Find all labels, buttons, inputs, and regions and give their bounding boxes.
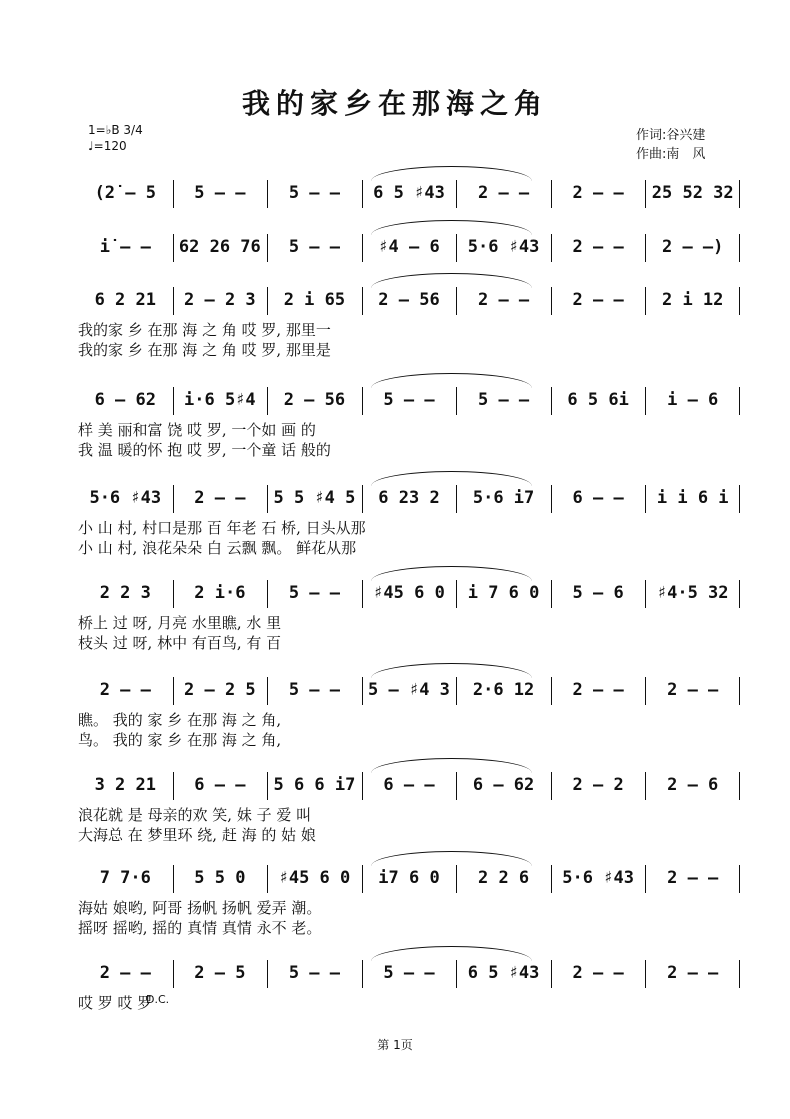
bar-line — [645, 485, 646, 513]
bar-line — [739, 287, 740, 315]
measure: 5 5 ♯4 5 — [273, 488, 356, 508]
bar-line — [362, 580, 363, 608]
bar-line — [739, 180, 740, 208]
measure: 6 – 62 — [472, 775, 535, 795]
bar-line — [645, 772, 646, 800]
bar-line — [173, 485, 174, 513]
bar-line — [173, 387, 174, 415]
note-line — [78, 483, 740, 513]
measure: (2̇ – 5 — [94, 183, 156, 203]
score-row — [78, 285, 740, 375]
lyric-line: 小 山 村, 浪花朵朵 白 云飘 飘。 鲜花从那 — [78, 539, 357, 557]
bar-line — [456, 234, 457, 262]
measure: 2 i 12 — [661, 290, 724, 310]
measure: 2 – – — [667, 868, 719, 888]
credits-block — [636, 126, 705, 164]
measure: 7 7·6 — [99, 868, 151, 888]
measure: 5 – – — [288, 237, 341, 257]
lyric-line: 我 温 暖的怀 抱 哎 罗, 一个童 话 般的 — [78, 441, 331, 459]
measure: 2 – – — [477, 290, 530, 310]
score-row — [78, 385, 740, 475]
note-line — [78, 958, 740, 988]
bar-line — [267, 772, 268, 800]
bar-line — [645, 580, 646, 608]
bar-line — [456, 960, 457, 988]
bar-line — [551, 865, 552, 893]
lyric-line: 桥上 过 呀, 月亮 水里瞧, 水 里 — [78, 614, 282, 632]
measure: 2 – – — [572, 290, 624, 310]
bar-line — [739, 580, 740, 608]
page-footer: 第 1页 — [377, 1038, 413, 1052]
lyric-line: 大海总 在 梦里环 绕, 赶 海 的 姑 娘 — [78, 826, 316, 844]
bar-line — [267, 180, 268, 208]
measure: 2 – –) — [661, 237, 724, 257]
measure: 2 – 2 — [572, 775, 624, 795]
measure: 6 23 2 — [378, 488, 440, 508]
measure: 2 2 3 — [99, 583, 151, 603]
measure: i7 6 0 — [378, 868, 440, 888]
bar-line — [362, 772, 363, 800]
bar-line — [551, 234, 552, 262]
bar-line — [645, 234, 646, 262]
score-row — [78, 675, 740, 765]
measure: 2 – – — [667, 680, 719, 700]
bar-line — [739, 677, 740, 705]
note-line — [78, 178, 740, 208]
lyric-line: 瞧。 我的 家 乡 在那 海 之 角, — [78, 711, 282, 729]
measure: 2 – 56 — [283, 390, 346, 410]
bar-line — [362, 960, 363, 988]
measure: i – 6 — [667, 390, 719, 410]
bar-line — [739, 772, 740, 800]
lyric-line: 枝头 过 呀, 林中 有百鸟, 有 百 — [78, 634, 282, 652]
measure: 5 – – — [477, 390, 530, 410]
bar-line — [267, 387, 268, 415]
key-signature: 1=♭B — [88, 123, 120, 137]
measure: 6 – 62 — [94, 390, 156, 410]
bar-line — [173, 234, 174, 262]
measure: 2 – 6 — [667, 775, 719, 795]
measure: 2 – 2 5 — [184, 680, 256, 700]
lyricist-credit: 作词:谷兴建 — [636, 128, 706, 143]
measure: 5·6 ♯43 — [467, 237, 540, 257]
score-row — [78, 863, 740, 953]
bar-line — [267, 485, 268, 513]
note-line — [78, 232, 740, 262]
bar-line — [362, 677, 363, 705]
measure: 2 – – — [667, 963, 719, 983]
lyric-line: 浪花就 是 母亲的欢 笑, 妹 子 爱 叫 — [78, 806, 312, 824]
bar-line — [739, 234, 740, 262]
bar-line — [551, 485, 552, 513]
time-signature: 3/4 — [123, 123, 143, 137]
bar-line — [456, 287, 457, 315]
measure: 6 – – — [572, 488, 624, 508]
measure: 5 5 0 — [194, 868, 246, 888]
bar-line — [456, 772, 457, 800]
bar-line — [645, 960, 646, 988]
measure: 2 i 65 — [283, 290, 346, 310]
bar-line — [551, 580, 552, 608]
measure: 2 – – — [572, 680, 624, 700]
lyric-line: 样 美 丽和富 饶 哎 罗, 一个如 画 的 — [78, 421, 316, 439]
bar-line — [739, 865, 740, 893]
note-line — [78, 578, 740, 608]
measure: i·6 5♯4 — [184, 390, 256, 410]
bar-line — [362, 180, 363, 208]
dc-mark: D.C. — [146, 993, 170, 1006]
bar-line — [267, 865, 268, 893]
bar-line — [645, 180, 646, 208]
measure: 5·6 ♯43 — [562, 868, 634, 888]
bar-line — [551, 677, 552, 705]
tempo-mark: ♩=120 — [88, 139, 127, 153]
measure: 2·6 12 — [472, 680, 535, 700]
lyric-line: 小 山 村, 村口是那 百 年老 石 桥, 日头从那 — [78, 519, 366, 537]
measure: ♯4 – 6 — [378, 237, 440, 257]
measure: 2 – – — [572, 183, 624, 203]
measure: ♯45 6 0 — [373, 583, 445, 603]
bar-line — [173, 580, 174, 608]
measure: 6 5 6i — [567, 390, 629, 410]
measure: i̇ – – — [99, 237, 151, 257]
measure: ♯45 6 0 — [278, 868, 351, 888]
measure: 62 26 76 — [178, 237, 261, 257]
bar-line — [456, 677, 457, 705]
bar-line — [173, 180, 174, 208]
bar-line — [551, 772, 552, 800]
score-row — [78, 958, 740, 1048]
slur-mark — [371, 166, 532, 181]
note-line — [78, 770, 740, 800]
bar-line — [362, 387, 363, 415]
measure: 25 52 32 — [651, 183, 734, 203]
measure: 5 – 6 — [572, 583, 624, 603]
bar-line — [456, 180, 457, 208]
bar-line — [362, 234, 363, 262]
bar-line — [173, 960, 174, 988]
bar-line — [173, 865, 174, 893]
bar-line — [645, 287, 646, 315]
bar-line — [173, 677, 174, 705]
bar-line — [173, 772, 174, 800]
measure: 5 – – — [288, 680, 341, 700]
bar-line — [551, 960, 552, 988]
measure: 2 2 6 — [477, 868, 530, 888]
note-line — [78, 863, 740, 893]
bar-line — [645, 677, 646, 705]
measure: 5 – – — [288, 183, 341, 203]
bar-line — [739, 387, 740, 415]
measure: 2 – – — [572, 237, 624, 257]
slur-mark — [371, 373, 532, 388]
note-line — [78, 675, 740, 705]
lyric-line: 鸟。 我的 家 乡 在那 海 之 角, — [78, 731, 282, 749]
measure: 2 – – — [194, 488, 246, 508]
measure: i i 6 i — [656, 488, 729, 508]
lyric-line: 海姑 娘哟, 阿哥 扬帆 扬帆 爱弄 潮。 — [78, 899, 322, 917]
bar-line — [645, 387, 646, 415]
note-line — [78, 285, 740, 315]
bar-line — [267, 960, 268, 988]
measure: 6 5 ♯43 — [467, 963, 540, 983]
bar-line — [739, 960, 740, 988]
bar-line — [362, 485, 363, 513]
measure: 5 – ♯4 3 — [368, 680, 450, 700]
key-tempo-block — [88, 122, 143, 154]
score-row — [78, 578, 740, 668]
composer-credit: 作曲:南 风 — [636, 147, 706, 162]
lyric-line: 摇呀 摇哟, 摇的 真情 真情 永不 老。 — [78, 919, 322, 937]
measure: 2 – – — [99, 963, 151, 983]
bar-line — [362, 287, 363, 315]
measure: 2 – – — [477, 183, 530, 203]
bar-line — [551, 287, 552, 315]
bar-line — [267, 287, 268, 315]
measure: 5 6 6 i7 — [273, 775, 356, 795]
bar-line — [267, 580, 268, 608]
bar-line — [267, 234, 268, 262]
measure: 2 – 56 — [378, 290, 440, 310]
score-row — [78, 483, 740, 573]
bar-line — [551, 180, 552, 208]
measure: 5·6 i7 — [472, 488, 535, 508]
measure: 5 – – — [194, 183, 246, 203]
bar-line — [739, 485, 740, 513]
lyric-line: 我的家 乡 在那 海 之 角 哎 罗, 那里是 — [78, 341, 331, 359]
measure: 6 – – — [194, 775, 246, 795]
bar-line — [267, 677, 268, 705]
measure: 5 – – — [288, 963, 341, 983]
measure: 6 – – — [383, 775, 435, 795]
measure: 6 2 21 — [94, 290, 156, 310]
measure: 2 – 2 3 — [184, 290, 256, 310]
measure: 5 – – — [288, 583, 341, 603]
lyric-line: 哎 罗 哎 罗 — [78, 994, 153, 1012]
measure: ♯4·5 32 — [656, 583, 729, 603]
bar-line — [362, 865, 363, 893]
bar-line — [551, 387, 552, 415]
bar-line — [456, 580, 457, 608]
measure: 5 – – — [383, 390, 435, 410]
measure: 3 2 21 — [94, 775, 156, 795]
song-title: 我的家乡在那海之角 — [241, 87, 548, 120]
measure: 2 – 5 — [194, 963, 246, 983]
lyric-line: 我的家 乡 在那 海 之 角 哎 罗, 那里一 — [78, 321, 331, 339]
measure: 6 5 ♯43 — [373, 183, 445, 203]
measure: 2 – – — [99, 680, 151, 700]
measure: 2 – – — [572, 963, 624, 983]
note-line — [78, 385, 740, 415]
bar-line — [645, 865, 646, 893]
bar-line — [173, 287, 174, 315]
bar-line — [456, 387, 457, 415]
measure: i 7 6 0 — [467, 583, 540, 603]
bar-line — [456, 485, 457, 513]
score-row — [78, 770, 740, 860]
measure: 5·6 ♯43 — [89, 488, 162, 508]
measure: 5 – – — [383, 963, 435, 983]
bar-line — [456, 865, 457, 893]
measure: 2 i·6 — [194, 583, 246, 603]
